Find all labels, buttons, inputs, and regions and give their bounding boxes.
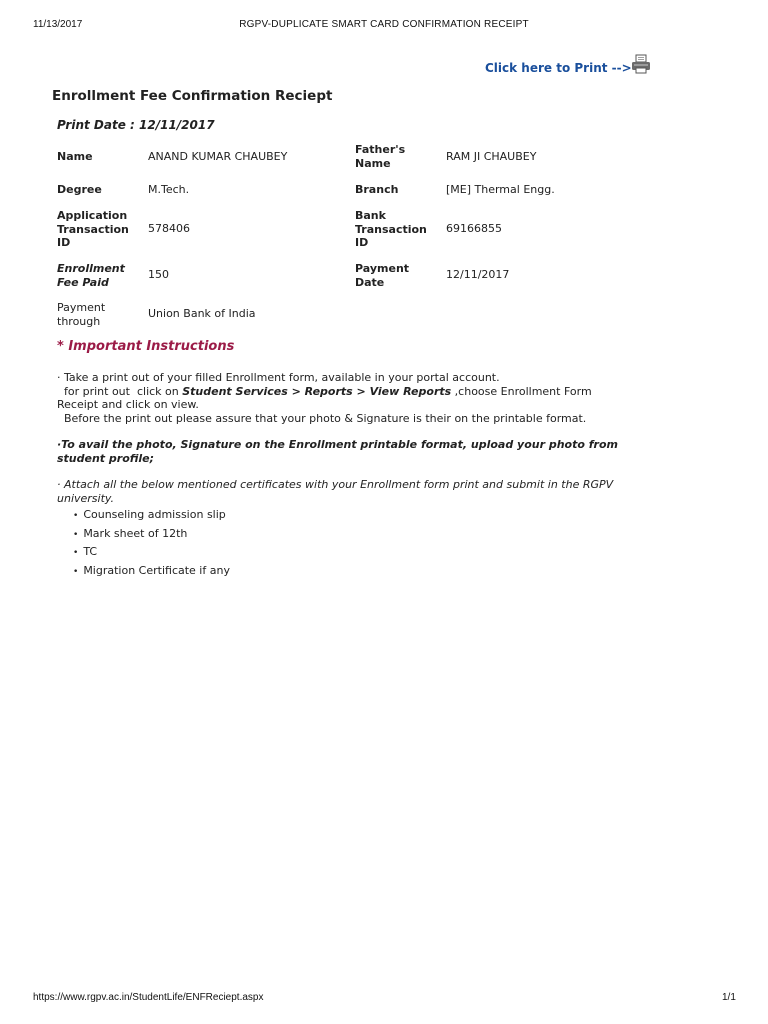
instruction-photo: ·To avail the photo, Signature on the Enrollment printable format, upload your photo from student profile; xyxy=(57,438,618,465)
instruction-line: Before the print out please assure that your photo & Signature is their on the printable format. xyxy=(57,411,587,425)
father-name-value: RAM JI CHAUBEY xyxy=(446,150,537,163)
instructions-title: * Important Instructions xyxy=(57,339,235,354)
print-footer-page: 1/1 xyxy=(722,992,736,1003)
app-transaction-label: Application Transaction ID xyxy=(57,209,129,249)
name-value: ANAND KUMAR CHAUBEY xyxy=(148,150,288,163)
list-item: • Counseling admission slip xyxy=(73,506,230,525)
payment-through-value: Union Bank of India xyxy=(148,307,256,320)
print-link[interactable]: Click here to Print --> xyxy=(485,61,632,75)
name-label: Name xyxy=(57,150,93,163)
bank-transaction-value: 69166855 xyxy=(446,222,502,235)
degree-value: M.Tech. xyxy=(148,183,190,196)
branch-value: [ME] Thermal Engg. xyxy=(446,183,555,196)
fee-paid-value: 150 xyxy=(148,268,169,281)
list-item: • Mark sheet of 12th xyxy=(73,525,230,544)
print-header-date: 11/13/2017 xyxy=(33,19,83,30)
payment-date-value: 12/11/2017 xyxy=(446,268,510,281)
instruction-attach: · Attach all the below mentioned certificates with your Enrollment form print and submit in the RGPV university. xyxy=(57,478,614,505)
instruction-line xyxy=(57,385,657,399)
list-item: • TC xyxy=(73,543,230,562)
payment-through-label: Payment through xyxy=(57,301,106,328)
branch-label: Branch xyxy=(355,183,399,196)
degree-label: Degree xyxy=(57,183,102,196)
list-item: • Migration Certificate if any xyxy=(73,562,230,581)
print-date: Print Date : 12/11/2017 xyxy=(57,118,215,132)
instruction-text: for print out click on xyxy=(57,384,183,398)
bank-transaction-label: Bank Transaction ID xyxy=(355,209,427,249)
fee-paid-label: Enrollment Fee Paid xyxy=(57,262,125,289)
page-title: Enrollment Fee Confirmation Reciept xyxy=(52,88,333,104)
instruction-line: · Take a print out of your filled Enrollment form, available in your portal account. xyxy=(57,371,500,384)
instruction-line: Receipt and click on view. xyxy=(57,398,199,411)
menu-path: Student Services > Reports > View Reports xyxy=(182,384,452,398)
printer-icon[interactable] xyxy=(630,53,652,75)
certificate-list xyxy=(73,506,230,580)
father-name-label: Father's Name xyxy=(355,143,406,170)
print-footer-url: https://www.rgpv.ac.in/StudentLife/ENFReciept.aspx xyxy=(33,992,264,1003)
instruction-print xyxy=(57,371,657,425)
app-transaction-value: 578406 xyxy=(148,222,190,235)
payment-date-label: Payment Date xyxy=(355,262,410,289)
instruction-text: ,choose Enrollment Form xyxy=(451,384,592,398)
print-header-title: RGPV-DUPLICATE SMART CARD CONFIRMATION RECEIPT xyxy=(239,19,529,30)
